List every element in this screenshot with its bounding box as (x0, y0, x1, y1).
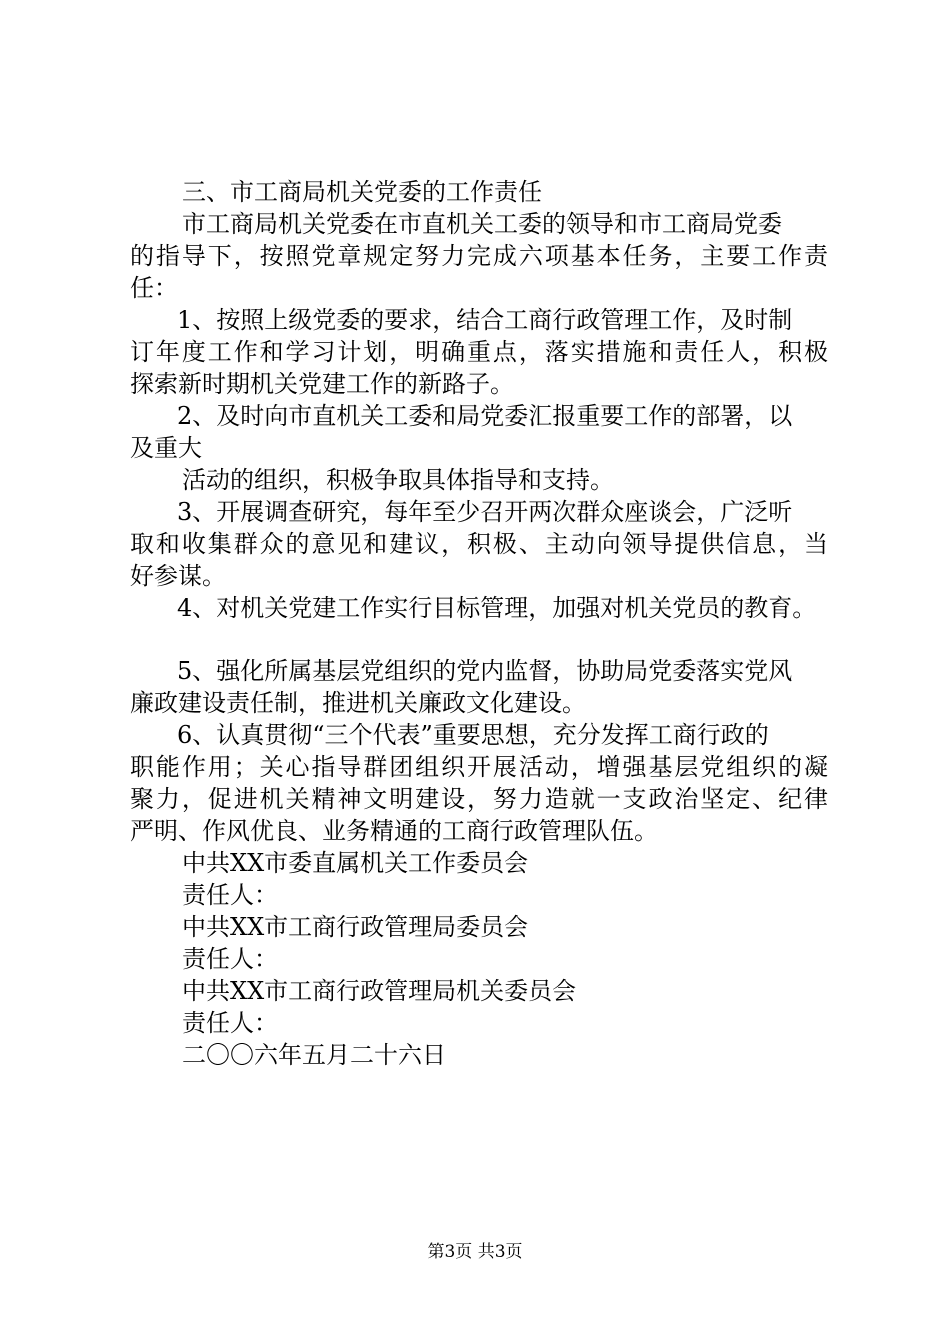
signature-line: 中共XX市委直属机关工作委员会 (182, 849, 529, 877)
item-2-line: 2、及时向市直机关工委和局党委汇报重要工作的部署，以 (177, 402, 793, 430)
intro-line: 市工商局机关党委在市直机关工委的领导和市工商局党委 (182, 210, 782, 238)
item-2-line: 及重大 (130, 434, 202, 462)
intro-line: 任： (130, 274, 178, 302)
signature-line: 责任人： (182, 1009, 278, 1037)
page-number: 第3页 共3页 (427, 1242, 523, 1262)
item-2-line: 活动的组织，积极争取具体指导和支持。 (182, 466, 614, 494)
item-3-line: 3、开展调查研究，每年至少召开两次群众座谈会，广泛听 (177, 498, 793, 526)
signature-line: 责任人： (182, 881, 278, 909)
item-1-line: 探索新时期机关党建工作的新路子。 (130, 370, 514, 398)
intro-line: 的指导下，按照党章规定努力完成六项基本任务，主要工作责 (130, 242, 828, 270)
signature-line: 中共XX市工商行政管理局机关委员会 (182, 977, 577, 1005)
item-1-line: 订年度工作和学习计划，明确重点，落实措施和责任人，积极 (130, 338, 828, 366)
item-6-line: 聚力，促进机关精神文明建设，努力造就一支政治坚定、纪律 (130, 785, 828, 813)
item-6-line: 职能作用；关心指导群团组织开展活动，增强基层党组织的凝 (130, 753, 828, 781)
item-5-line: 廉政建设责任制，推进机关廉政文化建设。 (130, 689, 586, 717)
signature-line: 中共XX市工商行政管理局委员会 (182, 913, 529, 941)
section-heading: 三、市工商局机关党委的工作责任 (182, 178, 542, 206)
item-1-line: 1、按照上级党委的要求，结合工商行政管理工作，及时制 (177, 306, 793, 334)
item-3-line: 好参谋。 (130, 562, 226, 590)
item-3-line: 取和收集群众的意见和建议，积极、主动向领导提供信息，当 (130, 530, 828, 558)
signature-line: 责任人： (182, 945, 278, 973)
item-6-line: 6、认真贯彻“三个代表”重要思想，充分发挥工商行政的 (177, 721, 769, 749)
item-4-line: 4、对机关党建工作实行目标管理，加强对机关党员的教育。 (177, 594, 817, 622)
item-6-line: 严明、作风优良、业务精通的工商行政管理队伍。 (130, 817, 658, 845)
date-line: 二〇〇六年五月二十六日 (182, 1041, 446, 1069)
item-5-line: 5、强化所属基层党组织的党内监督，协助局党委落实党风 (177, 657, 793, 685)
